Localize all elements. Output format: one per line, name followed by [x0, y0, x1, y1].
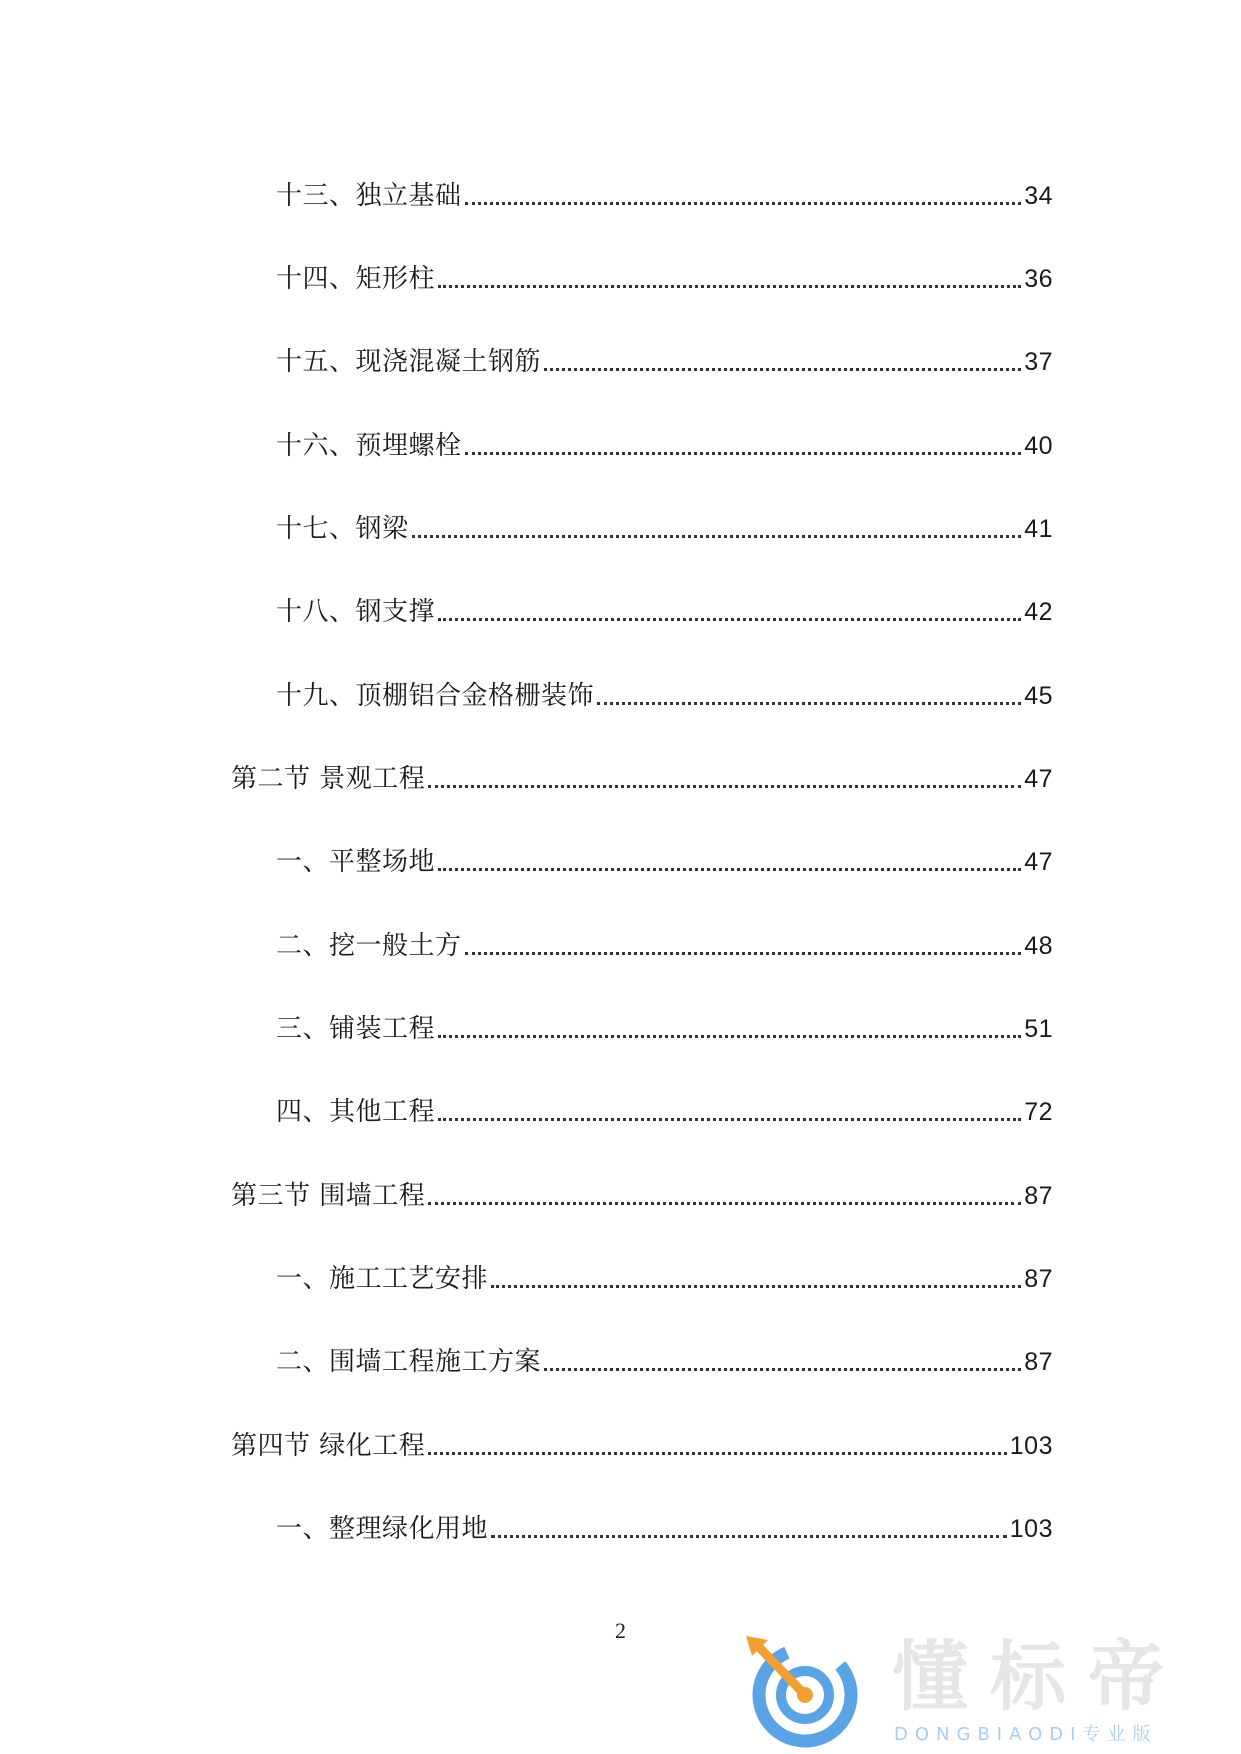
toc-entry-title: 十三、独立基础 [276, 181, 462, 211]
toc-page-number: 87 [1024, 1182, 1053, 1210]
toc-entry-title: 一、施工工艺安排 [276, 1264, 489, 1294]
toc-entry-title: 十九、顶棚铝合金格栅装饰 [276, 681, 595, 711]
toc-entry-title: 三、铺装工程 [276, 1014, 436, 1044]
toc-entry-title: 第四节 绿化工程 [231, 1431, 426, 1461]
toc-entry-title: 十五、现浇混凝土钢筋 [276, 347, 542, 377]
toc-entry[interactable] [276, 838, 1053, 878]
toc-page-number: 87 [1024, 1265, 1053, 1293]
toc-dot-leader [465, 952, 1022, 955]
toc-entry[interactable] [276, 1088, 1053, 1128]
toc-entry[interactable] [276, 505, 1053, 545]
toc-page-number: 45 [1024, 682, 1053, 710]
toc-entry[interactable] [276, 255, 1053, 295]
toc-page-number: 48 [1024, 932, 1053, 960]
toc-page-number: 103 [1009, 1432, 1053, 1460]
toc-entry-title: 四、其他工程 [276, 1097, 436, 1127]
toc-dot-leader [438, 1118, 1021, 1121]
toc-section-entry[interactable] [231, 1172, 1053, 1212]
toc-dot-leader [428, 785, 1021, 788]
toc-page-number: 42 [1024, 598, 1053, 626]
toc-entry[interactable] [276, 1505, 1053, 1545]
toc-entry[interactable] [276, 172, 1053, 212]
toc-dot-leader [438, 868, 1021, 871]
toc-page-number: 47 [1024, 848, 1053, 876]
toc-entry-title: 二、围墙工程施工方案 [276, 1347, 542, 1377]
target-logo-icon [742, 1632, 868, 1750]
toc-dot-leader [428, 1452, 1007, 1455]
toc-entry[interactable] [276, 588, 1053, 628]
toc-dot-leader [491, 1535, 1007, 1538]
toc-page-number: 41 [1024, 515, 1053, 543]
toc-dot-leader [465, 202, 1022, 205]
toc-section-entry[interactable] [231, 1422, 1053, 1462]
toc-dot-leader [438, 618, 1021, 621]
toc-dot-leader [544, 1368, 1021, 1371]
toc-section-entry[interactable] [231, 755, 1053, 795]
toc-entry[interactable] [276, 1255, 1053, 1295]
toc-page-number: 51 [1024, 1015, 1053, 1043]
toc-entry-title: 第三节 围墙工程 [231, 1181, 426, 1211]
toc-dot-leader [491, 1285, 1021, 1288]
page-number: 2 [615, 1618, 626, 1643]
toc-page-number: 34 [1024, 182, 1053, 210]
toc-dot-leader [544, 368, 1021, 371]
watermark-brand-subtitle: DONGBIAODI专业版 [894, 1724, 1158, 1745]
toc-entry-title: 十四、矩形柱 [276, 264, 436, 294]
toc-entry[interactable] [276, 338, 1053, 378]
toc-entry-title: 十六、预埋螺栓 [276, 431, 462, 461]
toc-page-number: 40 [1024, 432, 1053, 460]
toc-entry-title: 十八、钢支撑 [276, 597, 436, 627]
toc-dot-leader [428, 1202, 1021, 1205]
toc-entry-title: 第二节 景观工程 [231, 764, 426, 794]
toc-page-number: 87 [1024, 1348, 1053, 1376]
toc-page-number: 47 [1024, 765, 1053, 793]
toc-entry-title: 一、整理绿化用地 [276, 1514, 489, 1544]
toc-entry[interactable] [276, 1338, 1053, 1378]
watermark [742, 1632, 1212, 1750]
toc-entry-title: 二、挖一般土方 [276, 931, 462, 961]
toc-entry[interactable] [276, 672, 1053, 712]
toc-dot-leader [438, 1035, 1021, 1038]
toc-entry-title: 十七、钢梁 [276, 514, 409, 544]
toc-entry[interactable] [276, 1005, 1053, 1045]
watermark-brand-name: 懂标帝 [892, 1632, 1186, 1721]
toc-page-number: 72 [1024, 1098, 1053, 1126]
toc-entry[interactable] [276, 922, 1053, 962]
toc-dot-leader [597, 702, 1021, 705]
toc-entry[interactable] [276, 422, 1053, 462]
toc-dot-leader [438, 285, 1021, 288]
toc-page-number: 36 [1024, 265, 1053, 293]
toc-page-number: 37 [1024, 348, 1053, 376]
toc-page-number: 103 [1009, 1515, 1053, 1543]
toc-entry-title: 一、平整场地 [276, 847, 436, 877]
toc-dot-leader [465, 452, 1022, 455]
toc-dot-leader [412, 535, 1022, 538]
